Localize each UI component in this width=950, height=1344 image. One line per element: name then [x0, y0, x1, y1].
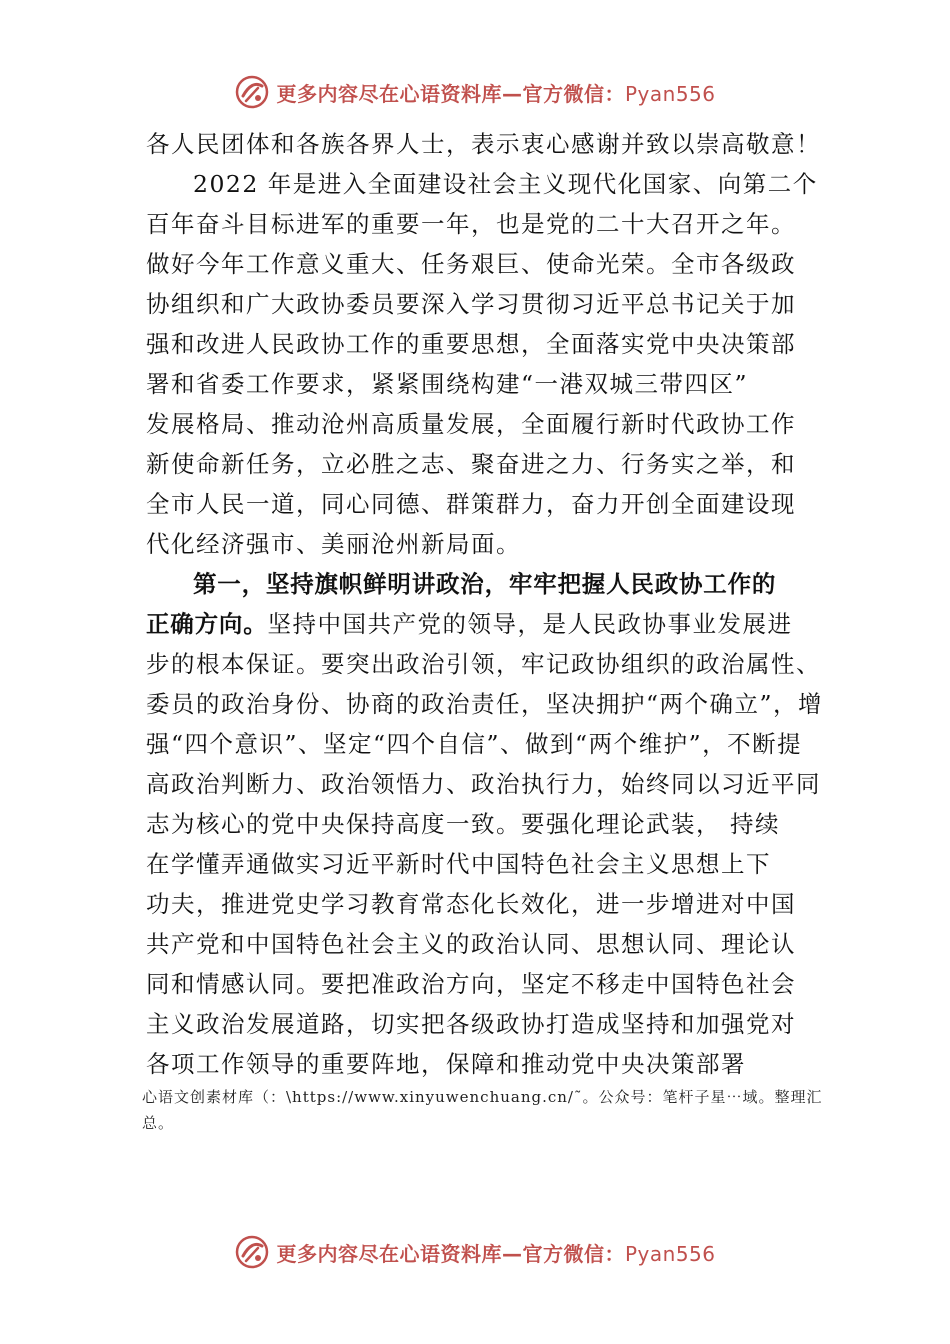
text-line: 各人民团体和各族各界人士，表示衷心感谢并致以崇高敬意！ — [146, 130, 821, 158]
text-line — [146, 604, 826, 644]
text-line: 署和省委工作要求，紧紧围绕构建“一港双城三带四区” — [146, 370, 749, 398]
text-line: 代化经济强市、美丽沧州新局面。 — [146, 530, 521, 558]
text-span: 坚持中国共产党的领导，是人民政协事业发展进 — [267, 610, 793, 638]
text-line: 高政治判断力、政治领悟力、政治执行力，始终同以习近平同 — [146, 770, 821, 798]
banner-text — [276, 1238, 715, 1267]
text-line: 在学懂弄通做实习近平新时代中国特色社会主义思想上下 — [146, 850, 771, 878]
banner-wechat-id: Pyan556 — [624, 81, 716, 106]
section-heading-end: 正确方向。 — [146, 610, 268, 638]
text-line: 协组织和广大政协委员要深入学习贯彻习近平总书记关于加 — [146, 290, 796, 318]
text-line: 百年奋斗目标进军的重要一年，也是党的二十大召开之年。 — [146, 210, 796, 238]
footer-note — [142, 1084, 842, 1136]
text-line: 强和改进人民政协工作的重要思想，全面落实党中央决策部 — [146, 330, 796, 358]
text-line: 委员的政治身份、协商的政治责任，坚决拥护“两个确立”，增 — [146, 690, 824, 718]
footer-note-line: 总。 — [142, 1114, 175, 1132]
text-line: 做好今年工作意义重大、任务艰巨、使命光荣。全市各级政 — [146, 250, 796, 278]
text-line: 全市人民一道，同心同德、群策群力，奋力开创全面建设现 — [146, 490, 796, 518]
section-heading: 第一，坚持旗帜鲜明讲政治，牢牢把握人民政协工作的 — [193, 570, 777, 598]
footer-banner — [0, 1230, 950, 1274]
header-banner — [0, 70, 950, 114]
footer-note-line: 心语文创素材库（：\https://www.xinyuwenchuang.cn/˜。公众号：笔杆子星⋯域。整理汇 — [142, 1088, 823, 1106]
text-line: 共产党和中国特色社会主义的政治认同、思想认同、理论认 — [146, 930, 796, 958]
banner-label: 更多内容尽在心语资料库—官方微信： — [276, 1241, 625, 1266]
text-line: 步的根本保证。要突出政治引领，牢记政协组织的政治属性、 — [146, 650, 821, 678]
text-line: 新使命新任务，立必胜之志、聚奋进之力、行务实之举，和 — [146, 450, 796, 478]
text-line: 各项工作领导的重要阵地，保障和推动党中央决策部署 — [146, 1050, 746, 1078]
text-line: 志为核心的党中央保持高度一致。要强化理论武装， 持续 — [146, 810, 780, 838]
text-line: 强“四个意识”、坚定“四个自信”、做到“两个维护”，不断提 — [146, 730, 803, 758]
text-line: 同和情感认同。要把准政治方向，坚定不移走中国特色社会 — [146, 970, 796, 998]
text-line: 发展格局、推动沧州高质量发展，全面履行新时代政协工作 — [146, 410, 796, 438]
banner-text — [276, 78, 715, 107]
text-line: 功夫，推进党史学习教育常态化长效化，进一步增进对中国 — [146, 890, 796, 918]
document-body — [146, 124, 826, 1084]
logo-icon — [234, 1234, 270, 1270]
banner-wechat-id: Pyan556 — [624, 1241, 716, 1266]
text-line: 2022 年是进入全面建设社会主义现代化国家、向第二个 — [193, 170, 818, 198]
logo-icon — [234, 74, 270, 110]
text-line: 主义政治发展道路，切实把各级政协打造成坚持和加强党对 — [146, 1010, 796, 1038]
banner-label: 更多内容尽在心语资料库—官方微信： — [276, 81, 625, 106]
